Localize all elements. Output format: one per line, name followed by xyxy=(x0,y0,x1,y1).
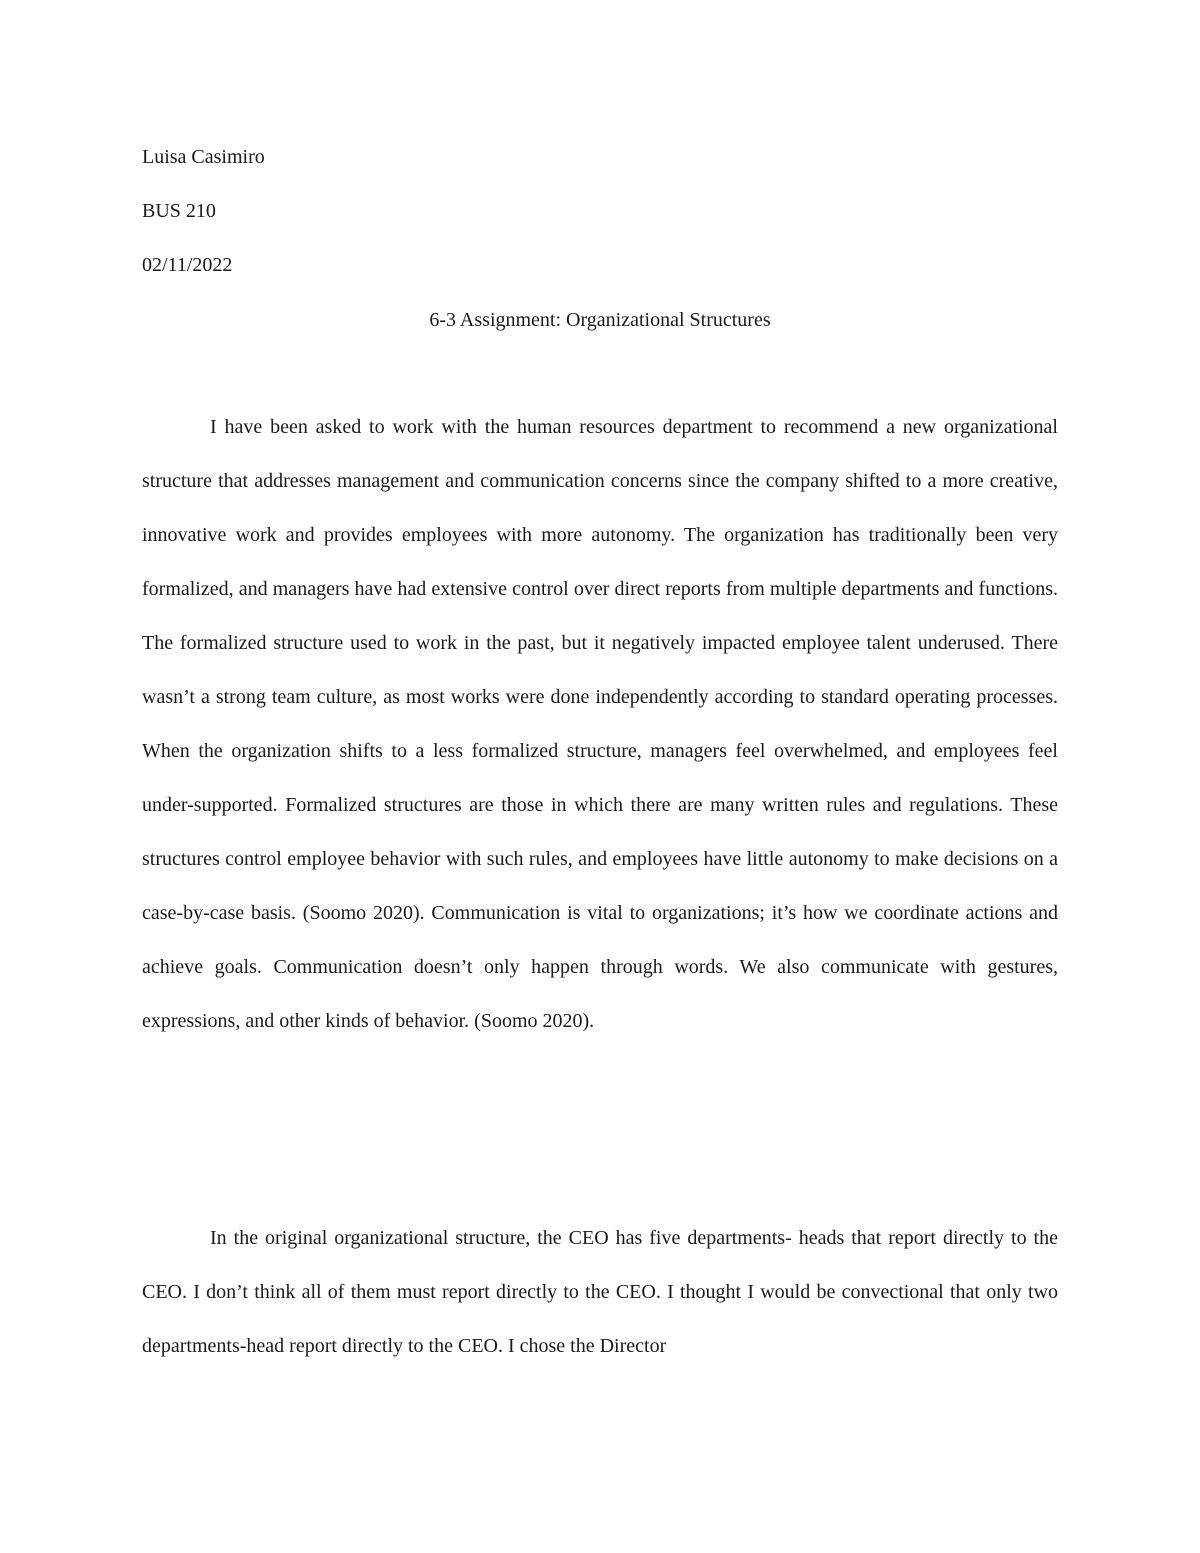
assignment-date: 02/11/2022 xyxy=(142,254,233,276)
author-name: Luisa Casimiro xyxy=(142,146,265,168)
document-title: 6-3 Assignment: Organizational Structures xyxy=(429,309,771,331)
paragraph-1: I have been asked to work with the human resources department to recommend a new organizational structure that addresses management and communication concerns since the company shifted to a more creative, innovative work and provides employees with more autonomy. The organization has traditionally been very formalized, and managers have had extensive control over direct reports from multiple departments and functions. The formalized structure used to work in the past, but it negatively impacted employee talent underused. There wasn’t a strong team culture, as most works were done independently according to standard operating processes. When the organization shifts to a less formalized structure, managers feel overwhelmed, and employees feel under-supported. Formalized structures are those in which there are many written rules and regulations. These structures control employee behavior with such rules, and employees have little autonomy to make decisions on a case-by-case basis. (Soomo 2020). Communication is vital to organizations; it’s how we coordinate actions and achieve goals. Communication doesn’t only happen through words. We also communicate with gestures, expressions, and other kinds of behavior. (Soomo 2020). xyxy=(142,416,1058,1032)
course-code: BUS 210 xyxy=(142,200,216,222)
paragraph-2: In the original organizational structure, the CEO has five departments- heads that report directly to the CEO. I don’t think all of them must report directly to the CEO. I thought I would be convectional that only two departments-head report directly to the CEO. I chose the Director xyxy=(142,1227,1058,1357)
